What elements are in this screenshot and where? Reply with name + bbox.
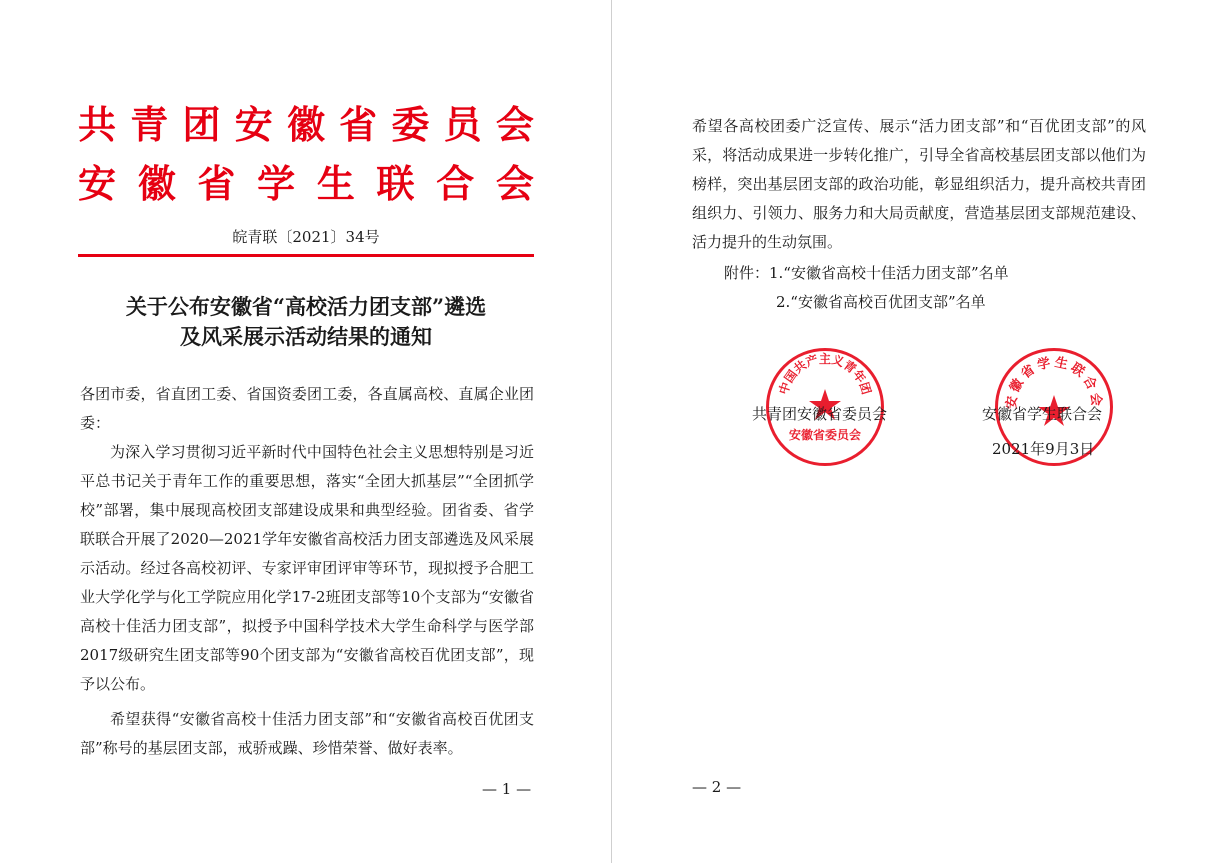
signature-org-2: 安徽省学生联合会 [982, 405, 1103, 423]
salutation [80, 380, 534, 438]
header-char: 安 [78, 161, 117, 206]
seal-arc-text: 中国共产主义青年团 [776, 351, 874, 397]
seal-arc-text: 安徽省学生联合会 [1004, 355, 1104, 410]
header-org-line-1 [78, 101, 534, 149]
page-number-1: — 1 — [482, 780, 532, 798]
body-paragraph-3 [692, 112, 1146, 257]
paragraph-text: 为深入学习贯彻习近平新时代中国特色社会主义思想特别是习近平总书记关于青年工作的重要思想，落实“全团大抓基层”“全团抓学校”部署，集中展现高校团支部建设成果和典型经验。团省委、省学联联合开展了2020—2021学年安徽省高校活力团支部遴选及风采展示活动。经过各高校初评、专家评审团评审等环节，现拟授予合肥工业大学化学与化工学院应用化学17-2班团支部等10个支部为“安徽省高校十佳活力团支部”，拟授予中国科学技术大学生命科学与医学部2017级研究生团支部等90个团支部为“安徽省高校百优团支部”，现予以公布。 [80, 443, 534, 693]
paragraph-text: 希望各高校团委广泛宣传、展示“活力团支部”和“百优团支部”的风采，将活动成果进一步转化推广，引导全省高校基层团支部以他们为榜样，突出基层团支部的政治功能，彰显组织活力，提升高校共青团组织力、引领力、服务力和大局贡献度，营造基层团支部规范建设、活力提升的生动氛围。 [692, 117, 1146, 251]
notice-title-line-2: 及风采展示活动结果的通知 [180, 324, 432, 349]
header-char: 省 [339, 102, 378, 147]
header-char: 徽 [286, 102, 325, 147]
page-number-2: — 2 — [692, 778, 742, 796]
paragraph-text: 希望获得“安徽省高校十佳活力团支部”和“安徽省高校百优团支部”称号的基层团支部，戒骄戒躁、珍惜荣誉、做好表率。 [80, 710, 534, 757]
header-char: 徽 [137, 161, 176, 206]
header-char: 青 [130, 102, 169, 147]
page-2 [612, 0, 1218, 863]
header-org-line-2 [78, 160, 534, 208]
header-char: 会 [495, 161, 534, 206]
body-paragraph-1 [80, 438, 534, 699]
body-paragraph-2 [80, 705, 534, 763]
seal-center-text: 安徽省委员会 [788, 428, 862, 442]
header-char: 共 [78, 102, 117, 147]
salutation-text: 各团市委，省直团工委、省国资委团工委，各直属高校、直属企业团委： [80, 385, 534, 432]
header-char: 联 [376, 161, 415, 206]
attachment-1: 附件：1.“安徽省高校十佳活力团支部”名单 [724, 264, 1009, 282]
attachment-2: 2.“安徽省高校百优团支部”名单 [776, 293, 986, 311]
signature-org-1: 共青团安徽省委员会 [752, 405, 888, 423]
header-char: 员 [443, 102, 482, 147]
header-char: 团 [182, 102, 221, 147]
header-char: 委 [391, 102, 430, 147]
document-number: 皖青联〔2021〕34号 [232, 228, 380, 246]
header-char: 学 [257, 161, 296, 206]
signature-date: 2021年9月3日 [992, 440, 1095, 458]
header-char: 安 [234, 102, 273, 147]
header-char: 省 [197, 161, 236, 206]
header-char: 合 [436, 161, 475, 206]
header-char: 生 [316, 161, 355, 206]
svg-text:中国共产主义青年团 [775, 351, 873, 396]
red-header-rule [78, 254, 534, 257]
header-char: 会 [495, 102, 534, 147]
notice-title-line-1: 关于公布安徽省“高校活力团支部”遴选 [125, 294, 487, 319]
